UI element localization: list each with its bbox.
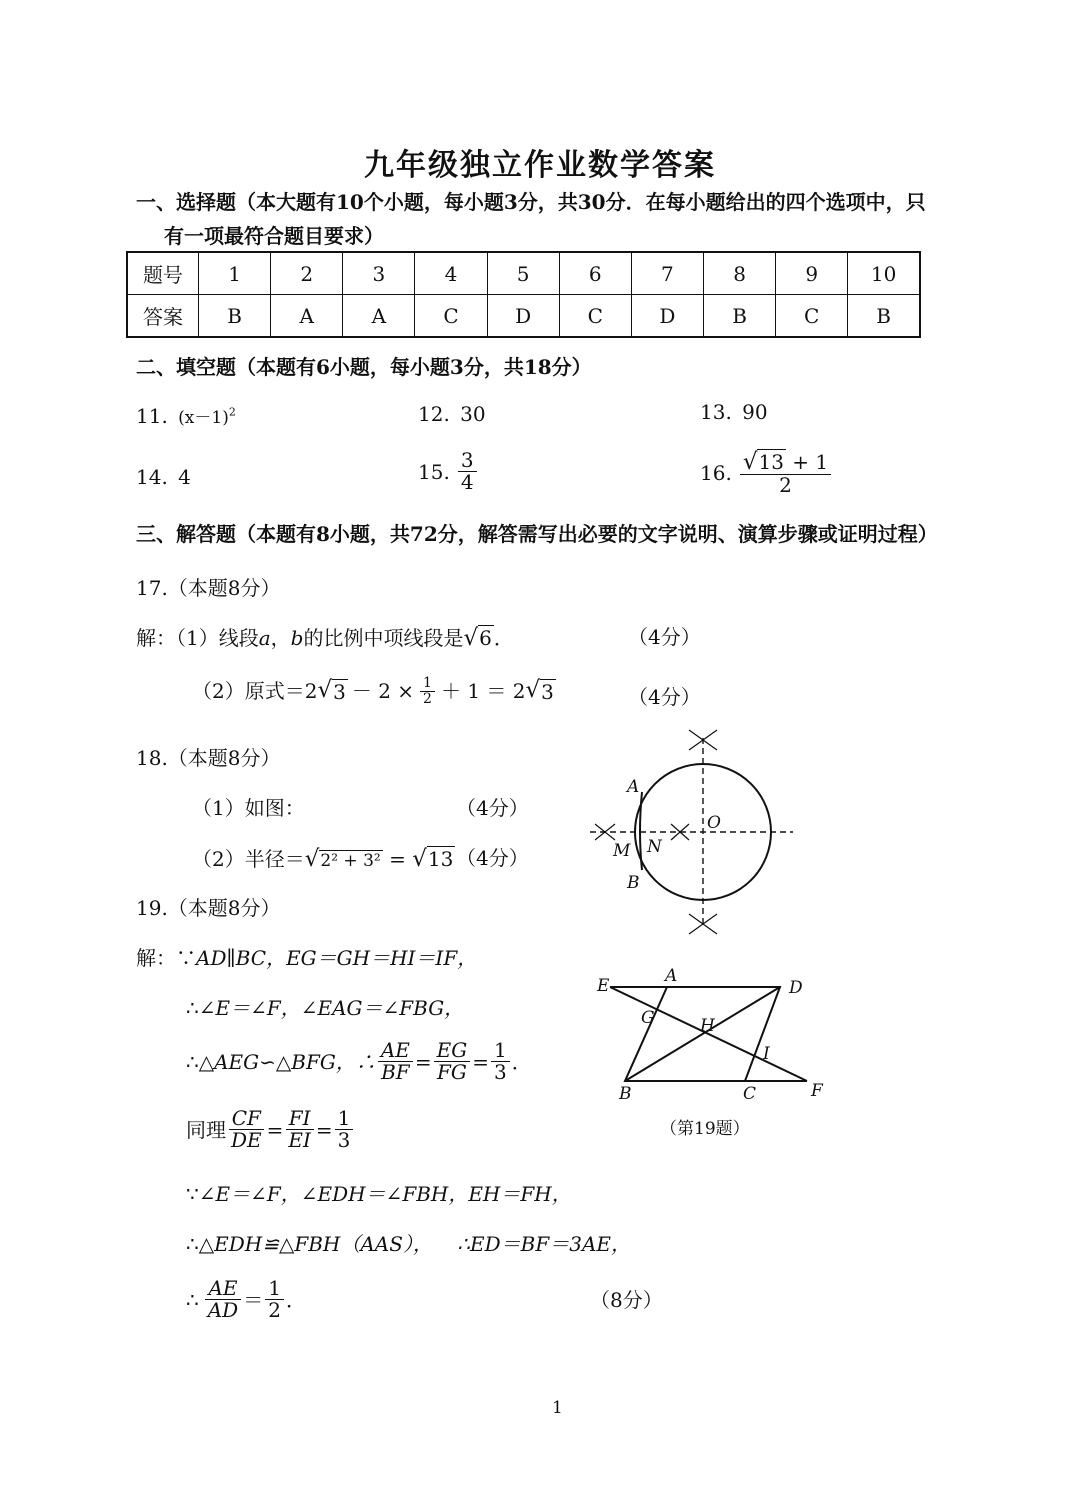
q17-line2-mid: － 2 × <box>351 679 415 704</box>
q19-line6-b: ∴ED＝BF＝3AE， <box>457 1232 631 1256</box>
label-o: O <box>707 813 721 833</box>
q19-line5-prefix: ∵ <box>186 1182 199 1206</box>
q11-label: 11. <box>136 404 168 428</box>
q16-denominator: 2 <box>779 473 792 498</box>
label-m: M <box>613 841 631 861</box>
q14-label: 14. <box>136 465 168 489</box>
label-b: B <box>627 873 640 893</box>
q17-line2: （2）原式＝2 √ 3 － 2 × $\frac{1}{2}$ ＋ 1 ＝ 2 √ 3 <box>192 675 554 707</box>
answer-cell: A <box>343 295 415 338</box>
q13-answer <box>700 400 768 424</box>
q19-line3-frac2 <box>434 1040 471 1083</box>
q17-line1-score: （4分） <box>628 625 701 649</box>
q19-line4-frac3 <box>335 1108 354 1151</box>
q17-radicand: 6 <box>479 626 492 650</box>
q19-line4: 同理 $\frac{CF}{DE}$ = $\frac{FI}{EI}$ = $\frac{1}{3}$ <box>186 1108 355 1151</box>
answer-cell: D <box>487 295 559 338</box>
q16-numerator: √13 + 1 <box>740 450 831 475</box>
q16-label: 16. <box>700 461 732 486</box>
q18-line2-score: （4分） <box>456 846 529 870</box>
answer-cell: C <box>559 295 631 338</box>
frac-den: 3 <box>337 1128 351 1152</box>
q15-label: 15. <box>418 459 450 484</box>
frac-num: AE <box>378 1040 413 1062</box>
section1-heading-line2: 有一项最符合题目要求） <box>164 224 384 248</box>
q19-line3-prefix: ∴ <box>186 1049 199 1074</box>
q16-radicand: 13 <box>758 450 784 474</box>
q19-line6 <box>186 1232 631 1256</box>
q19-line1-prefix: 解：∵ <box>136 946 196 970</box>
q19-line7 <box>186 1278 306 1321</box>
frac-num: CF <box>229 1108 264 1130</box>
q19-line3: ∴ △AEG∽△BFG，∴ $\frac{AE}{BF}$ = $\frac{EG}{FG}$ = $\frac{1}{3}$ ． <box>186 1038 532 1084</box>
q17-line2-radicand2: 3 <box>541 679 554 704</box>
q16-answer <box>700 450 833 496</box>
answer-header: 答案 <box>127 295 199 338</box>
q17-line2-score: （4分） <box>628 685 701 709</box>
q14-value: 4 <box>178 465 191 489</box>
q17-line2-radicand1: 3 <box>333 679 346 704</box>
q19-line1-body: AD∥BC，EG＝GH＝HI＝IF， <box>196 946 478 970</box>
q19-line2 <box>186 996 464 1020</box>
q14-answer <box>136 465 191 489</box>
label-i: I <box>763 1044 770 1064</box>
frac-den: 3 <box>493 1060 507 1084</box>
q17-line1-end: ． <box>493 626 514 650</box>
q18-line2-radicand2: 13 <box>427 847 454 871</box>
q17-line1-text: 的比例中项线段是 <box>303 626 464 650</box>
q19-line7-frac <box>205 1278 241 1321</box>
q19-line7-eq: ＝ <box>243 1287 264 1312</box>
var-a: a <box>258 626 271 650</box>
q15-answer <box>418 450 479 493</box>
q15-numerator: 3 <box>458 450 477 472</box>
label-h: H <box>700 1016 715 1036</box>
answer-table-question-row <box>127 252 920 295</box>
q17-header: 17.（本题8分） <box>136 576 281 600</box>
frac-num: AE <box>205 1278 240 1300</box>
q18-line2-eq: = <box>389 847 406 871</box>
question-number-cell: 1 <box>199 252 271 295</box>
q19-line2-prefix: ∴ <box>186 996 199 1020</box>
frac-den: AD <box>207 1298 239 1322</box>
frac-num: FI <box>286 1108 314 1130</box>
q17-line1: 解：（1）线段a，b的比例中项线段是√6 ． <box>136 625 514 651</box>
q11-expression: (x－1) <box>178 408 229 428</box>
q19-line5 <box>186 1182 572 1206</box>
label-a: A <box>627 777 640 797</box>
frac-num: 1 <box>265 1278 284 1300</box>
q12-answer <box>418 402 486 426</box>
q18-line1-score: （4分） <box>456 796 529 820</box>
answer-cell: B <box>199 295 271 338</box>
label-a: A <box>665 966 678 986</box>
q19-line5-body: ∠E＝∠F，∠EDH＝∠FBH，EH＝FH， <box>198 1182 572 1206</box>
q19-parallelogram-figure <box>585 965 835 1105</box>
q19-line3-end: ． <box>511 1049 532 1074</box>
q19-line7-prefix: ∴ <box>186 1287 199 1312</box>
label-b: B <box>619 1084 632 1104</box>
question-number-cell: 3 <box>343 252 415 295</box>
question-number-cell: 8 <box>703 252 775 295</box>
chord-ab <box>640 792 642 870</box>
q19-line7-result <box>265 1278 284 1321</box>
q18-line2-prefix: （2）半径＝ <box>192 847 305 871</box>
q11-answer <box>136 404 236 428</box>
q19-line6-prefix: ∴ <box>186 1232 199 1256</box>
section2-heading: 二、填空题（本题有6小题，每小题3分，共18分） <box>136 355 592 379</box>
q19-header: 19.（本题8分） <box>136 896 281 920</box>
q17-line1-sep: ， <box>270 626 291 650</box>
answer-cell: B <box>848 295 920 338</box>
frac-den: EI <box>288 1128 311 1152</box>
q16-fraction <box>740 450 831 496</box>
answer-cell: A <box>271 295 343 338</box>
question-number-cell: 6 <box>559 252 631 295</box>
question-number-header: 题号 <box>127 252 199 295</box>
section3-heading: 三、解答题（本题有8小题，共72分，解答需写出必要的文字说明、演算步骤或证明过程） <box>136 522 938 546</box>
q19-line4-frac1 <box>228 1108 265 1151</box>
label-c: C <box>743 1084 757 1104</box>
q19-line4-frac2 <box>285 1108 314 1151</box>
q12-label: 12. <box>418 402 450 426</box>
q19-line2-body: ∠E＝∠F，∠EAG＝∠FBG， <box>198 996 465 1020</box>
answer-cell: C <box>776 295 848 338</box>
q11-exponent: 2 <box>228 405 236 419</box>
q17-line2-frac-den: 2 <box>423 690 432 707</box>
q19-line4-prefix: 同理 <box>186 1117 226 1142</box>
q18-circle-figure <box>585 720 800 945</box>
q17-line2-prefix: （2）原式＝2 <box>192 679 318 704</box>
label-e: E <box>597 976 610 996</box>
q19-figure-caption: （第19题） <box>660 1119 750 1139</box>
q15-denominator: 4 <box>460 470 474 494</box>
frac-den: 2 <box>268 1298 281 1322</box>
q17-line2-after: ＋ 1 ＝ 2 <box>440 679 526 704</box>
q15-fraction <box>458 450 477 493</box>
section1-heading-line1: 一、选择题（本大题有10个小题，每小题3分，共30分．在每小题给出的四个选项中，只 <box>136 190 926 214</box>
label-d: D <box>789 978 803 998</box>
question-number-cell: 9 <box>776 252 848 295</box>
answer-table <box>126 251 921 338</box>
q13-label: 13. <box>700 400 732 424</box>
q18-line2-radicand: 2² + 3² <box>320 851 381 871</box>
q12-value: 30 <box>460 402 486 426</box>
question-number-cell: 4 <box>415 252 487 295</box>
frac-num: 1 <box>491 1040 510 1062</box>
q13-value: 90 <box>742 400 768 424</box>
q19-line7-score: （8分） <box>590 1288 663 1312</box>
q18-header: 18.（本题8分） <box>136 746 281 770</box>
question-number-cell: 10 <box>848 252 920 295</box>
frac-num: EG <box>434 1040 471 1062</box>
frac-den: BF <box>381 1060 410 1084</box>
page-number: 1 <box>552 1398 563 1418</box>
q19-line3-frac3 <box>491 1040 510 1083</box>
question-number-cell: 2 <box>271 252 343 295</box>
question-number-cell: 5 <box>487 252 559 295</box>
q18-line1: （1）如图： <box>192 796 305 820</box>
answer-table-answer-row <box>127 295 920 338</box>
q17-line2-fraction <box>420 676 435 706</box>
frac-den: FG <box>437 1060 467 1084</box>
question-number-cell: 7 <box>631 252 703 295</box>
q18-line2: （2）半径＝√2² + 3² = √13 <box>192 846 454 872</box>
q17-line1-prefix: 解：（1）线段 <box>136 626 259 650</box>
label-f: F <box>811 1081 823 1101</box>
label-g: G <box>641 1008 655 1028</box>
var-b: b <box>290 626 304 650</box>
frac-num: 1 <box>335 1108 354 1130</box>
q19-line7-end: ． <box>285 1287 306 1312</box>
answer-cell: B <box>703 295 775 338</box>
q19-line6-body: △EDH≌△FBH（AAS）， <box>198 1232 433 1256</box>
q17-line2-frac-num: 1 <box>420 676 435 692</box>
q19-line3-frac1 <box>378 1040 413 1083</box>
q19-line3-body: △AEG∽△BFG，∴ <box>198 1049 376 1074</box>
answer-cell: C <box>415 295 487 338</box>
q16-tail: + 1 <box>792 450 829 474</box>
answer-cell: D <box>631 295 703 338</box>
label-n: N <box>647 837 662 857</box>
q19-line1 <box>136 946 477 970</box>
frac-den: DE <box>231 1128 262 1152</box>
page-title: 九年级独立作业数学答案 <box>364 148 716 183</box>
